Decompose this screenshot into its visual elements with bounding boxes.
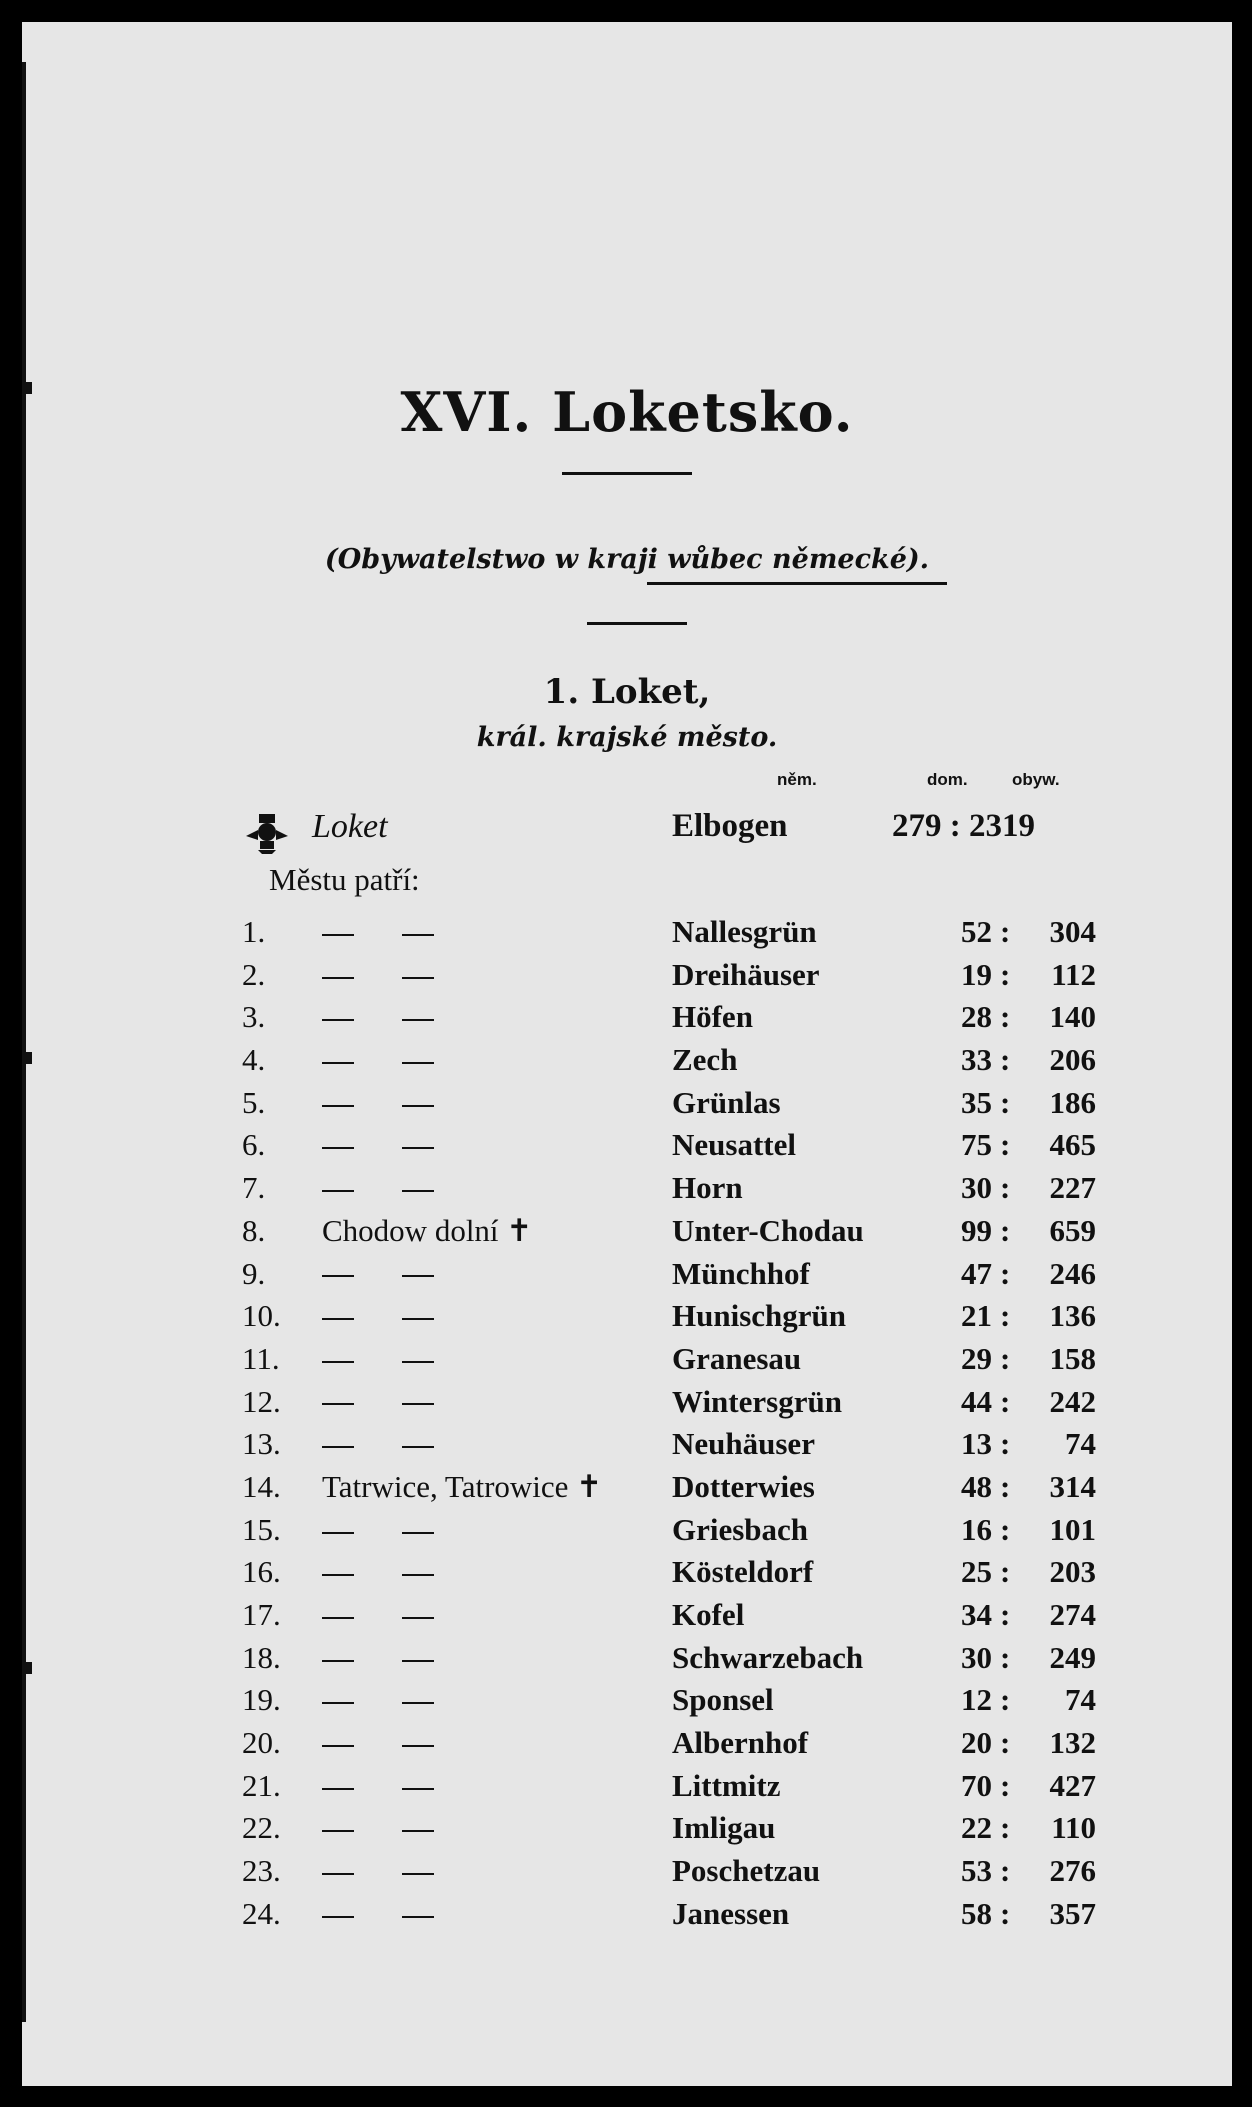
village-row xyxy=(22,1209,1232,1252)
row-number: 6. xyxy=(242,1127,266,1163)
ditto-dashes xyxy=(322,1768,482,1804)
ditto-dashes xyxy=(322,1298,482,1334)
separator: : xyxy=(1000,956,1011,992)
german-name: Imligau xyxy=(672,1810,776,1846)
separator: : xyxy=(1000,1895,1011,1931)
inhabitant-count: 140 xyxy=(1049,999,1096,1035)
ditto-dash xyxy=(402,1361,434,1363)
house-count: 44 xyxy=(961,1383,992,1419)
main-town-german: Elbogen xyxy=(672,808,788,844)
separator: : xyxy=(1000,1383,1011,1419)
inhabitant-count: 136 xyxy=(1049,1298,1096,1334)
ditto-dash xyxy=(322,1446,354,1448)
inhabitant-count: 112 xyxy=(1051,956,1096,992)
german-name: Janessen xyxy=(672,1895,790,1931)
coat-of-arms-icon xyxy=(244,814,290,854)
ditto-dash xyxy=(322,1062,354,1064)
row-number: 23. xyxy=(242,1853,281,1889)
ditto-dash xyxy=(402,1532,434,1534)
ditto-dash xyxy=(322,1532,354,1534)
ditto-dash xyxy=(322,1318,354,1320)
german-name: Dreihäuser xyxy=(672,956,820,992)
row-number: 15. xyxy=(242,1511,281,1547)
row-number: 13. xyxy=(242,1426,281,1462)
ditto-dashes xyxy=(322,1256,482,1292)
separator: : xyxy=(1000,914,1011,949)
ditto-dash xyxy=(402,1916,434,1918)
village-row xyxy=(22,1465,1232,1508)
ditto-dashes xyxy=(322,1127,482,1163)
page-title: XVI. Loketsko. xyxy=(400,380,854,444)
village-table xyxy=(22,910,1232,1935)
column-header-german: něm. xyxy=(777,770,817,789)
village-row xyxy=(22,1422,1232,1465)
german-name: Horn xyxy=(672,1170,743,1206)
german-name: Griesbach xyxy=(672,1511,809,1547)
village-row xyxy=(22,1636,1232,1679)
inhabitant-count: 246 xyxy=(1049,1255,1096,1291)
population-note: (Obywatelstwo w kraji wůbec německé). xyxy=(324,544,930,575)
village-row xyxy=(22,1678,1232,1721)
separator: : xyxy=(1000,1042,1011,1078)
ditto-dashes xyxy=(322,1384,482,1420)
ditto-dash xyxy=(402,977,434,979)
inhabitant-count: 203 xyxy=(1049,1554,1096,1590)
german-name: Höfen xyxy=(672,999,753,1035)
village-row xyxy=(22,995,1232,1038)
row-number: 18. xyxy=(242,1639,281,1675)
separator: : xyxy=(1000,1767,1011,1803)
row-number: 22. xyxy=(242,1810,281,1846)
ditto-dash xyxy=(402,1105,434,1107)
czech-name: Tatrwice, Tatrowice ✝ xyxy=(322,1468,603,1504)
village-row xyxy=(22,1550,1232,1593)
ditto-dashes xyxy=(322,1896,482,1932)
house-count: 28 xyxy=(961,999,992,1035)
inhabitant-count: 427 xyxy=(1049,1767,1096,1803)
ditto-dash xyxy=(322,1702,354,1704)
czech-name: Chodow dolní ✝ xyxy=(322,1212,533,1248)
ditto-dashes xyxy=(322,1512,482,1548)
ditto-dash xyxy=(402,1788,434,1790)
ditto-dash xyxy=(322,1403,354,1405)
village-row xyxy=(22,1508,1232,1551)
house-count: 33 xyxy=(961,1042,992,1078)
separator: : xyxy=(1000,1170,1011,1206)
house-count: 34 xyxy=(961,1597,992,1632)
ditto-dash xyxy=(402,1830,434,1832)
inhabitant-count: 158 xyxy=(1049,1340,1096,1376)
column-header-houses: dom. xyxy=(927,770,968,789)
row-number: 8. xyxy=(242,1212,266,1248)
village-row xyxy=(22,1038,1232,1081)
row-number: 10. xyxy=(242,1298,281,1334)
house-count: 70 xyxy=(961,1767,992,1803)
inhabitant-count: 227 xyxy=(1049,1170,1096,1206)
ditto-dash xyxy=(322,1788,354,1790)
inhabitant-count: 132 xyxy=(1049,1725,1096,1761)
german-name: Zech xyxy=(672,1042,738,1078)
ditto-dash xyxy=(322,1660,354,1662)
village-row xyxy=(22,1294,1232,1337)
village-row xyxy=(22,1721,1232,1764)
ditto-dash xyxy=(322,1617,354,1619)
separator: : xyxy=(1000,1810,1011,1846)
column-header-inhabitants: obyw. xyxy=(1012,770,1060,789)
section-subheading: král. krajské město. xyxy=(476,722,778,753)
row-number: 9. xyxy=(242,1255,266,1291)
main-town-czech: Loket xyxy=(312,808,388,845)
ditto-dash xyxy=(322,1873,354,1875)
inhabitant-count: 465 xyxy=(1049,1127,1096,1163)
inhabitant-count: 304 xyxy=(1049,914,1096,949)
ditto-dash xyxy=(402,1873,434,1875)
german-name: Poschetzau xyxy=(672,1853,821,1889)
row-number: 19. xyxy=(242,1682,281,1718)
village-row xyxy=(22,953,1232,996)
separator: : xyxy=(1000,1597,1011,1632)
inhabitant-count: 74 xyxy=(1065,1426,1096,1462)
ditto-dashes xyxy=(322,1682,482,1718)
section-heading: 1. Loket, xyxy=(543,672,711,712)
village-row xyxy=(22,1123,1232,1166)
ditto-dash xyxy=(322,977,354,979)
divider xyxy=(587,622,687,625)
german-name: Neuhäuser xyxy=(672,1426,815,1462)
separator: : xyxy=(1000,1426,1011,1462)
separator: : xyxy=(1000,1340,1011,1376)
row-number: 24. xyxy=(242,1895,281,1931)
ditto-dash xyxy=(402,934,434,936)
separator: : xyxy=(1000,1511,1011,1547)
inhabitant-count: 314 xyxy=(1049,1468,1096,1504)
main-town-row xyxy=(22,804,1232,850)
german-name: Dotterwies xyxy=(672,1468,815,1504)
row-number: 3. xyxy=(242,999,266,1035)
inhabitant-count: 206 xyxy=(1049,1042,1096,1078)
village-row xyxy=(22,910,1232,953)
ditto-dash xyxy=(402,1147,434,1149)
house-count: 20 xyxy=(961,1725,992,1761)
house-count: 19 xyxy=(961,956,992,992)
ditto-dashes xyxy=(322,957,482,993)
ditto-dash xyxy=(402,1062,434,1064)
ditto-dash xyxy=(322,934,354,936)
german-name: Grünlas xyxy=(672,1084,781,1120)
separator: : xyxy=(1000,1084,1011,1120)
village-row xyxy=(22,1806,1232,1849)
village-row xyxy=(22,1764,1232,1807)
separator: : xyxy=(1000,1554,1011,1590)
german-name: Unter-Chodau xyxy=(672,1212,864,1248)
house-count: 25 xyxy=(961,1554,992,1590)
village-row xyxy=(22,1892,1232,1935)
village-row xyxy=(22,1380,1232,1423)
ditto-dash xyxy=(322,1105,354,1107)
inhabitant-count: 242 xyxy=(1049,1383,1096,1419)
house-count: 52 xyxy=(961,914,992,949)
belongs-label: Městu patří: xyxy=(269,862,420,897)
ditto-dash xyxy=(402,1403,434,1405)
ditto-dashes xyxy=(322,999,482,1035)
inhabitant-count: 74 xyxy=(1065,1682,1096,1718)
ditto-dash xyxy=(402,1617,434,1619)
ditto-dashes xyxy=(322,1426,482,1462)
house-count: 12 xyxy=(961,1682,992,1718)
inhabitant-count: 186 xyxy=(1049,1084,1096,1120)
ditto-dashes xyxy=(322,1640,482,1676)
german-name: Schwarzebach xyxy=(672,1639,864,1675)
ditto-dash xyxy=(322,1275,354,1277)
ditto-dash xyxy=(322,1574,354,1576)
ditto-dash xyxy=(402,1019,434,1021)
ditto-dash xyxy=(322,1361,354,1363)
ditto-dash xyxy=(322,1019,354,1021)
ditto-dash xyxy=(322,1745,354,1747)
german-name: Albernhof xyxy=(672,1725,809,1761)
separator: : xyxy=(1000,1127,1011,1163)
separator: : xyxy=(1000,1298,1011,1334)
separator: : xyxy=(1000,1853,1011,1889)
row-number: 20. xyxy=(242,1725,281,1761)
row-number: 14. xyxy=(242,1468,281,1504)
village-row xyxy=(22,1166,1232,1209)
book-page xyxy=(22,22,1232,2086)
row-number: 2. xyxy=(242,956,266,992)
ditto-dashes xyxy=(322,914,482,950)
ditto-dashes xyxy=(322,1725,482,1761)
house-count: 16 xyxy=(961,1511,992,1547)
german-name: Wintersgrün xyxy=(672,1383,842,1419)
ditto-dash xyxy=(322,1147,354,1149)
village-row xyxy=(22,1337,1232,1380)
ditto-dash xyxy=(402,1574,434,1576)
inhabitant-count: 276 xyxy=(1049,1853,1096,1889)
ditto-dashes xyxy=(322,1341,482,1377)
row-number: 17. xyxy=(242,1597,281,1632)
house-count: 22 xyxy=(961,1810,992,1846)
subtitle-underline xyxy=(647,582,947,585)
house-count: 53 xyxy=(961,1853,992,1889)
separator: : xyxy=(1000,999,1011,1035)
row-number: 11. xyxy=(242,1340,280,1376)
row-number: 21. xyxy=(242,1767,281,1803)
separator: : xyxy=(1000,1682,1011,1718)
house-count: 47 xyxy=(961,1255,992,1291)
ditto-dashes xyxy=(322,1597,482,1633)
separator: : xyxy=(1000,1725,1011,1761)
inhabitant-count: 249 xyxy=(1049,1639,1096,1675)
house-count: 75 xyxy=(961,1127,992,1163)
ditto-dash xyxy=(402,1660,434,1662)
separator: : xyxy=(1000,1468,1011,1504)
german-name: Neusattel xyxy=(672,1127,796,1163)
ditto-dash xyxy=(322,1190,354,1192)
house-count: 13 xyxy=(961,1426,992,1462)
inhabitant-count: 659 xyxy=(1049,1212,1096,1248)
main-town-counts: 279 : 2319 xyxy=(892,808,1035,844)
village-row xyxy=(22,1593,1232,1636)
village-row xyxy=(22,1081,1232,1124)
divider xyxy=(562,472,692,475)
ditto-dash xyxy=(402,1190,434,1192)
inhabitant-count: 110 xyxy=(1051,1810,1096,1846)
ditto-dashes xyxy=(322,1554,482,1590)
house-count: 48 xyxy=(961,1468,992,1504)
ditto-dashes xyxy=(322,1085,482,1121)
ditto-dashes xyxy=(322,1810,482,1846)
german-name: Kofel xyxy=(672,1597,745,1632)
german-name: Hunischgrün xyxy=(672,1298,847,1334)
ditto-dashes xyxy=(322,1042,482,1078)
house-count: 99 xyxy=(961,1212,992,1248)
row-number: 16. xyxy=(242,1554,281,1590)
house-count: 58 xyxy=(961,1895,992,1931)
house-count: 21 xyxy=(961,1298,992,1334)
row-number: 4. xyxy=(242,1042,266,1078)
house-count: 30 xyxy=(961,1170,992,1206)
ditto-dash xyxy=(402,1446,434,1448)
ditto-dash xyxy=(402,1702,434,1704)
village-row xyxy=(22,1849,1232,1892)
row-number: 5. xyxy=(242,1084,266,1120)
ditto-dash xyxy=(322,1916,354,1918)
house-count: 30 xyxy=(961,1639,992,1675)
german-name: Kösteldorf xyxy=(672,1554,814,1590)
german-name: Sponsel xyxy=(672,1682,774,1718)
german-name: Münchhof xyxy=(672,1255,810,1291)
inhabitant-count: 357 xyxy=(1049,1895,1096,1931)
row-number: 12. xyxy=(242,1383,281,1419)
ditto-dashes xyxy=(322,1853,482,1889)
ditto-dashes xyxy=(322,1170,482,1206)
separator: : xyxy=(1000,1639,1011,1675)
german-name: Granesau xyxy=(672,1340,802,1376)
ditto-dash xyxy=(402,1318,434,1320)
ditto-dash xyxy=(402,1745,434,1747)
inhabitant-count: 101 xyxy=(1049,1511,1096,1547)
ditto-dash xyxy=(402,1275,434,1277)
row-number: 1. xyxy=(242,914,266,949)
village-row xyxy=(22,1252,1232,1295)
ditto-dash xyxy=(322,1830,354,1832)
house-count: 35 xyxy=(961,1084,992,1120)
german-name: Littmitz xyxy=(672,1767,781,1803)
german-name: Nallesgrün xyxy=(672,914,817,949)
house-count: 29 xyxy=(961,1340,992,1376)
separator: : xyxy=(1000,1212,1011,1248)
separator: : xyxy=(1000,1255,1011,1291)
row-number: 7. xyxy=(242,1170,266,1206)
inhabitant-count: 274 xyxy=(1049,1597,1096,1632)
